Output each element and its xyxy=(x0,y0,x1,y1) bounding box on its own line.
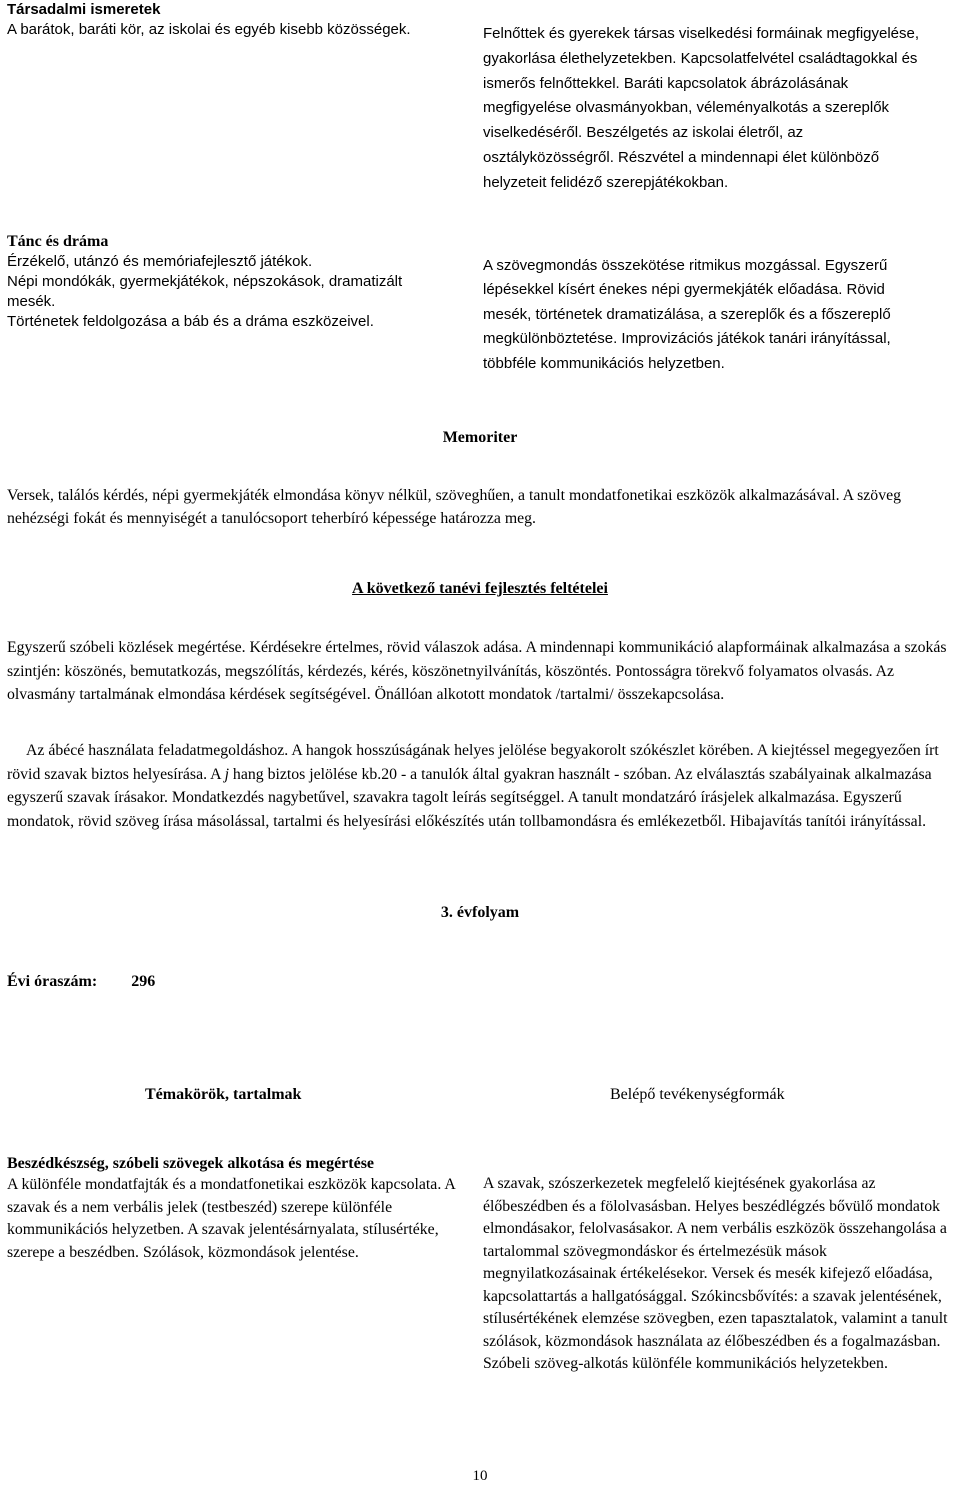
dance-drama-activities xyxy=(483,254,923,376)
memoriter-text xyxy=(7,484,953,530)
page-number: 10 xyxy=(472,1468,488,1484)
activities-text: A szavak, szószerkezetek megfelelő kiejtésének gyakorlása az élőbeszédben és a fölolvasásban. Helyes beszédlégzés bővülő mondatok elmondásakor, felolvasásakor. A nem verbális eszközök összehangolása a tartalommal szövegmondáskor és értelmezésük mások megnyilatkozásainak értékelésekor. Versek és mesék kifejező előadása, kapcsolattartás a hallgatósággal. Szókincsbővítés: a szavak jelentésének, stílusértékének elemzése szövegben, ezen tapasztalatok, valamint a tanult szólások, közmondások használata az élőbeszédben és a fogalmazásban. Szóbeli szöveg-alkotás különféle kommunikációs helyzetekben. xyxy=(483,1175,948,1372)
topics-header: Témakörök, tartalmak xyxy=(145,1086,302,1103)
memoriter-heading: Memoriter xyxy=(442,429,518,446)
content-line: Érzékelő, utánzó és memóriafejlesztő játékok. xyxy=(7,253,313,270)
next-year-heading: A következő tanévi fejlesztés feltételei xyxy=(352,580,608,597)
activities-text: Felnőttek és gyerekek társas viselkedési formáinak megfigyelése, gyakorlása élethelyzetekben. Kapcsolatfelvétel családtagokkal és ismerős felnőttekkel. Baráti kapcsolatok ábrázolásának megfigyelése olvasmányokban, véleményalkotás a szereplők viselkedéséről. Beszélgetés az iskolai életről, az osztályközösségről. Részvétel a mindennapi élet különböző helyzeteit felidéző szerepjátékokban. xyxy=(483,25,920,191)
social-studies-activities xyxy=(483,22,933,196)
activities-header: Belépő tevékenységformák xyxy=(610,1086,785,1103)
annual-hours xyxy=(7,972,155,992)
paragraph: Versek, találós kérdés, népi gyermekjáték elmondása könyv nélkül, szöveghűen, a tanult mondatfonetikai eszközök alkalmazásával. A szöveg nehézségi fokát és mennyiségét a tanulócsoport teherbíró képessége határozza meg. xyxy=(7,487,901,527)
hours-label: Évi óraszám: xyxy=(7,973,98,990)
speech-activities xyxy=(483,1173,955,1376)
section-heading: Beszédkészség, szóbeli szövegek alkotása és megértése xyxy=(7,1155,375,1172)
next-year-paragraph-2 xyxy=(7,739,953,833)
paragraph: Az ábécé használata feladatmegoldáshoz. A hangok hosszúságának helyes jelölése begyakorolt szókészlet körében. A kiejtéssel megegyezően írt rövid szavak biztos helyesírása. A j hang biztos jelölése kb.20 - a tanulók által gyakran használt - szóban. Az elválasztás szabályainak alkalmazása egyszerű szavak írásakor. Mondatkezdés nagybetűvel, szavakra tagolt leírás segítséggel. A tanult mondatzáró írásjelek alkalmazása. Egyszerű mondatok, rövid szöveg írása másolással, tartalmi és helyesírási előkészítés után tollbamondásra és emlékezetből. Hibajavítás tanítói irányítással. xyxy=(7,742,939,830)
paragraph: Egyszerű szóbeli közlések megértése. Kérdésekre értelmes, rövid válaszok adása. A mindennapi kommunikáció alapformáinak alkalmazása a szokás szintjén: köszönés, bemutatkozás, megszólítás, kérdezés, kérés, köszönetnyilvánítás, köszöntés. Pontosságra törekvő folyamatos olvasás. Az olvasmány tartalmának elmondása kérdések segítségével. Önállóan alkotott mondatok /tartalmi/ összekapcsolása. xyxy=(7,639,947,703)
section-heading: Társadalmi ismeretek xyxy=(7,1,161,18)
section-heading: Tánc és dráma xyxy=(7,233,109,250)
section-text: A különféle mondatfajták és a mondatfonetikai eszközök kapcsolata. A szavak és a nem verbális jelek (testbeszéd) szerepe különféle kommunikációs helyzetben. A szavak jelentésárnyalata, stílusértéke, szerepe a beszédben. Szólások, közmondások jelentése. xyxy=(7,1176,455,1261)
content-line: Népi mondókák, gyermekjátékok, népszokások, dramatizált mesék. xyxy=(7,273,403,310)
activities-text: A szövegmondás összekötése ritmikus mozgással. Egyszerű lépésekkel kísért énekes népi gyermekjáték előadása. Rövid mesék, történetek dramatizálása, a szereplők és a főszereplő megkülönböztetése. Improvizációs játékok tanári irányítással, többféle kommunikációs helyzetben. xyxy=(483,257,891,372)
letter-j: j xyxy=(224,765,229,783)
content-line: Történetek feldolgozása a báb és a dráma eszközeivel. xyxy=(7,313,374,330)
grade-heading: 3. évfolyam xyxy=(440,904,520,921)
social-studies-section xyxy=(7,0,447,40)
speech-section xyxy=(7,1154,477,1264)
section-text: A barátok, baráti kör, az iskolai és egyéb kisebb közösségek. xyxy=(7,21,411,38)
dance-drama-section xyxy=(7,232,447,332)
hours-value: 296 xyxy=(131,973,156,990)
next-year-paragraph-1 xyxy=(7,636,953,707)
